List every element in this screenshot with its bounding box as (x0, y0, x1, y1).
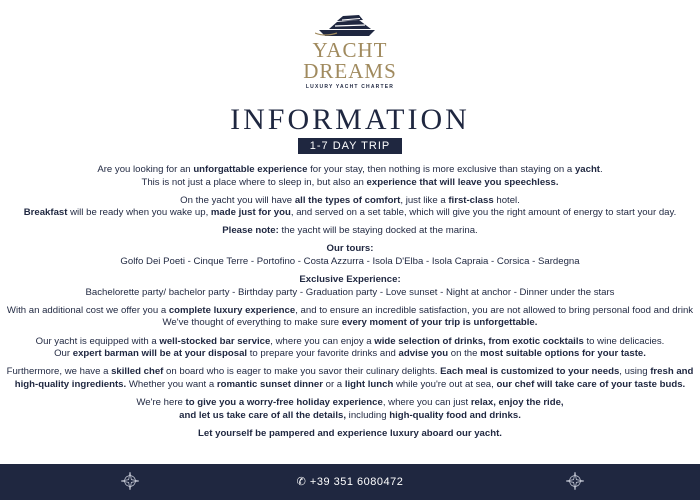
footer-phone[interactable] (0, 475, 700, 488)
comfort-paragraph: On the yacht you will have all the types of comfort, just like a first-class hotel. Breakfast will be ready when you wake up, made just for you, and served on a set table, which will give you the right amount of energy to start your day. (23, 194, 677, 219)
brand-tagline: LUXURY YACHT CHARTER (305, 84, 395, 90)
phone-icon: ✆ (296, 476, 307, 488)
experience-paragraph: Exclusive Experience: Bachelorette party/ bachelor party - Birthday party - Graduation party - Love sunset - Night at anchor - Dinner under the stars (85, 274, 615, 298)
tours-paragraph: Our tours: Golfo Dei Poeti - Cinque Terre - Portofino - Costa Azzurra - Isola D'Elba - Isola Capraia - Corsica - Sardegna (120, 243, 580, 268)
brand-name-line2: DREAMS (303, 59, 397, 83)
yacht-logo-icon (315, 12, 385, 38)
brand-logo (0, 12, 700, 90)
note-paragraph: Please note: the yacht will be staying docked at the marina. (222, 225, 478, 237)
trip-badge: 1-7 DAY TRIP (298, 138, 402, 154)
chef-paragraph: Furthermore, we have a skilled chef on board who is eager to make you savor their culinary delights. Each meal is customized to your needs, using fresh and high-quality ingredients. Whether you want a romantic sunset dinner or a light lunch while you're out at sea, our chef will take care of your taste buds. (6, 366, 694, 390)
luxury-paragraph: With an additional cost we offer you a complete luxury experience, and to ensure an incredible satisfaction, you are not allowed to bring personal food and drink We've thought of everything to make sure every moment of your trip is unforgettable. (6, 304, 694, 329)
brand-name-line1: YACHT (312, 38, 388, 62)
worryfree-paragraph: We're here to give you a worry-free holiday experience, where you can just relax, enjoy the ride, and let us take care of all the details, including high-quality food and drinks. (136, 396, 564, 421)
phone-number[interactable]: +39 351 6080472 (309, 476, 404, 488)
page-title: INFORMATION (230, 103, 470, 136)
bar-paragraph: Our yacht is equipped with a well-stocked bar service, where you can enjoy a wide selection of drinks, from exotic cocktails to wine delicacies. Our expert barman will be at your disposal to prepare your favorite drinks and advise you on the most suitable options for your taste. (35, 335, 665, 360)
footer-bar (0, 464, 700, 500)
intro-paragraph: Are you looking for an unforgattable experience for your stay, then nothing is more exclusive than staying on a yacht. This is not just a place where to sleep in, but also an experience that will leave you speechless. (97, 164, 603, 188)
closing-paragraph: Let yourself be pampered and experience luxury aboard our yacht. (198, 427, 502, 439)
info-content (0, 164, 700, 446)
